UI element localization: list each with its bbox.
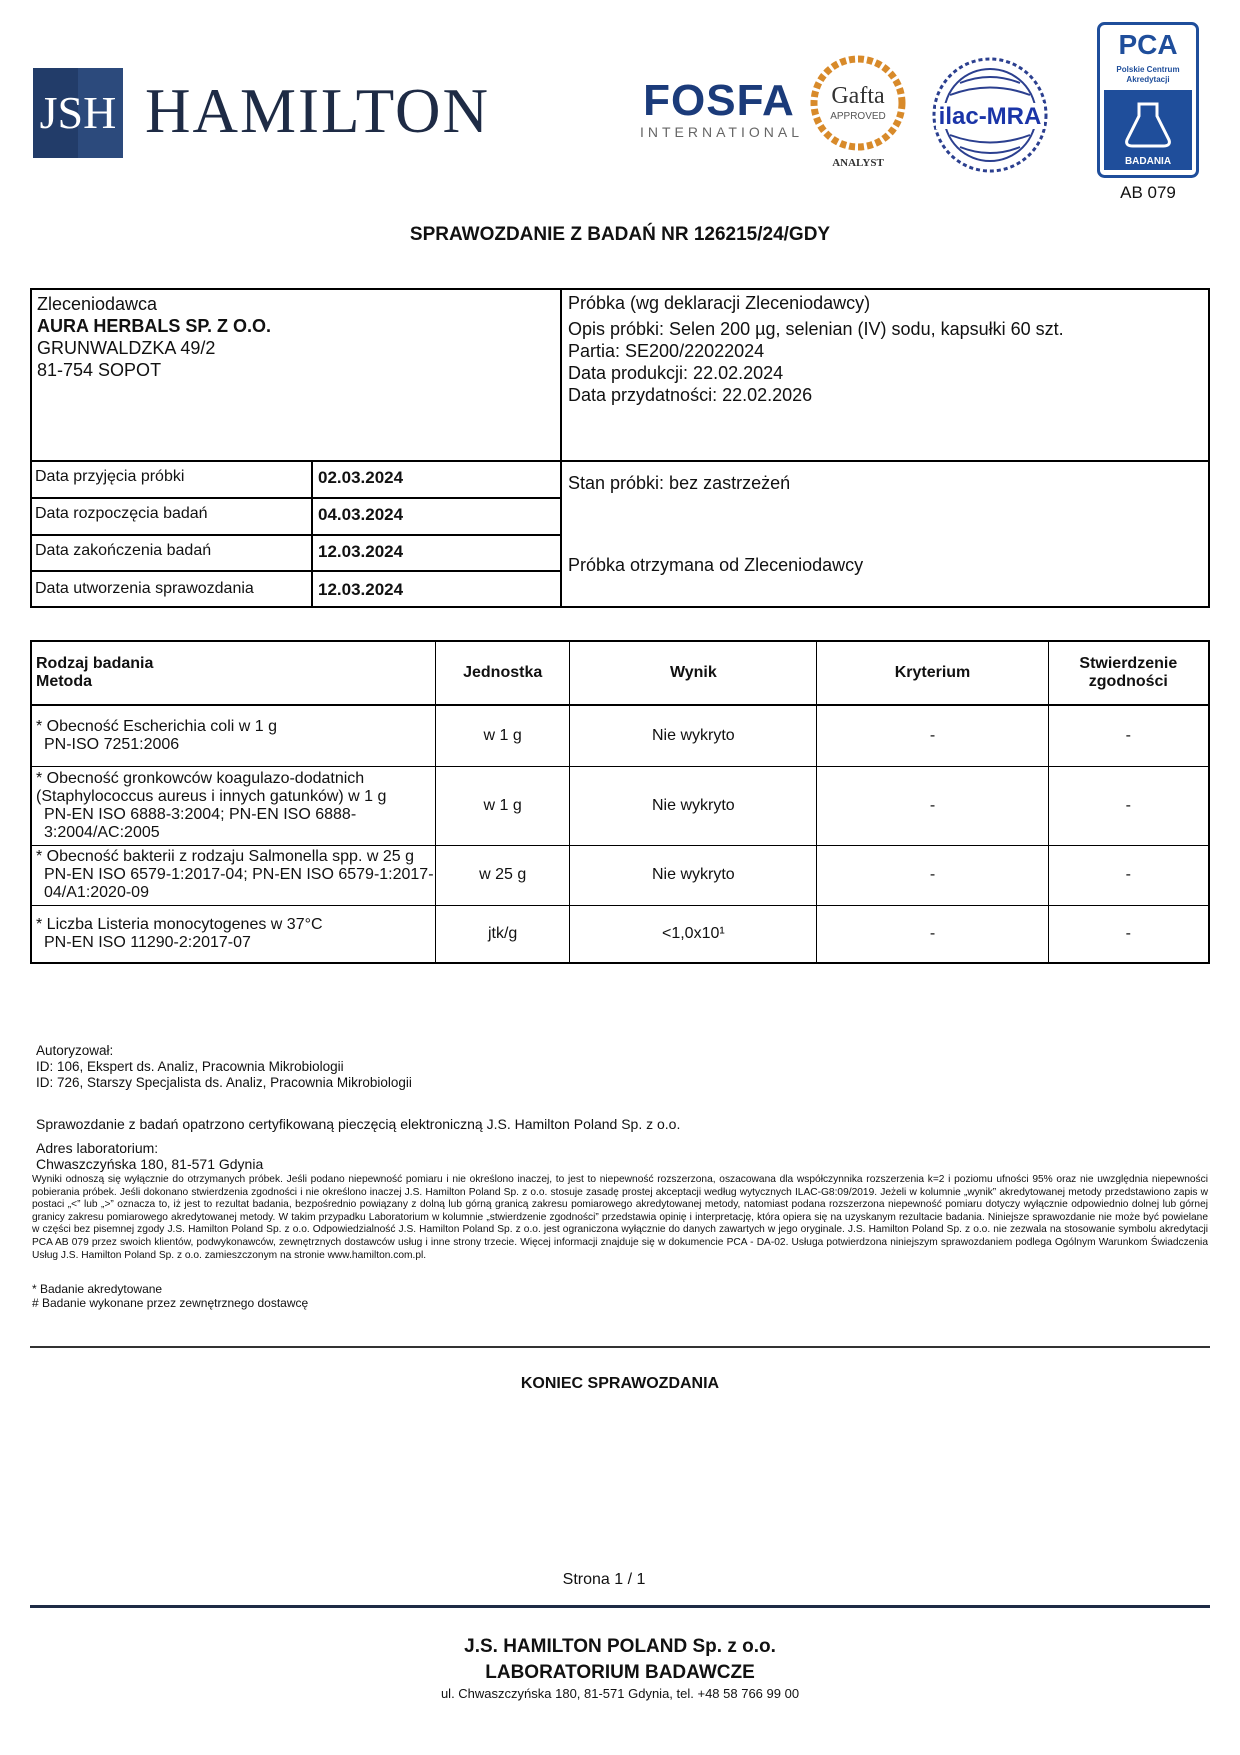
note-external: # Badanie wykonane przez zewnętrznego dostawcę <box>32 1296 309 1310</box>
date-row-separator <box>30 570 560 572</box>
authorized-line: ID: 726, Starszy Specjalista ds. Analiz, Pracownia Mikrobiologii <box>36 1075 412 1090</box>
row-conformity: - <box>1048 705 1209 766</box>
date-row-separator <box>30 497 560 499</box>
row-test-name: * Obecność gronkowców koagulazo-dodatnich (Staphylococcus aureus i innych gatunków) w 1 g <box>36 769 387 805</box>
row-unit: w 1 g <box>435 766 569 845</box>
gafta-wreath-icon <box>808 55 908 170</box>
jsh-logo-text: JSH <box>39 87 117 138</box>
authorized-block <box>36 1043 412 1091</box>
sample-block <box>568 292 1064 406</box>
footer-address: ul. Chwaszczyńska 180, 81-571 Gdynia, tel. +48 58 766 99 00 <box>440 1686 800 1701</box>
footer-company-name: J.S. HAMILTON POLAND Sp. z o.o. <box>464 1636 776 1657</box>
lab-address-block <box>36 1140 263 1172</box>
disclaimer: Wyniki odnoszą się wyłącznie do otrzymanych próbek. Jeśli podano niepewność pomiaru i nie określono inaczej, to jest to niepewność rozszerzona, oszacowana dla współczynnika rozszerzenia k=2 i poziomu ufności 95% oraz nie uwzględnia niepewności pobierania próbek. Jeśli dokonano stwierdzenia zgodności i nie określono inaczej J.S. Hamilton Poland Sp. z o.o. stosuje zasadę prostej akceptacji według wytycznych ILAC-G8:09/2019. Jeżeli w kolumnie „wynik” akredytowanej metody przedstawiono zapis w postaci „<” lub „>” oznacza to, iż jest to rezultat badania, bezpośrednio powiązany z dolną lub górną granicą zakresu pomiarowego akredytowanej metody, natomiast podana rozszerzona niepewność pomiaru dotyczy wyłącznie odpowiednio dolnej lub górnej granicy zakresu pomiarowego akredytowanej metody. W takim przypadku Laboratorium w kolumnie „stwierdzenie zgodności” przedstawia opinię i interpretację, która opiera się na uzyskanym rezultacie badania. Niniejsze sprawozdanie nie może być powielane w części bez pisemnej zgody J.S. Hamilton Poland Sp. z o.o. Odpowiedzialność J.S. Hamilton Poland Sp. z o.o. jest ograniczona wyłącznie do danych zawartych w jego oryginale. J.S. Hamilton Poland Sp. z o.o. nie zezwala na stosowanie symbolu akredytacji PCA AB 079 przez swoich klientów, podwykonawców, zewnętrznych dostawców usług i inne strony trzecie. Więcej informacji znajduje się w dokumencie PCA - DA-02. Usługa potwierdzona niniejszym sprawozdaniem podlega Ogólnym Warunkom Świadczenia Usług J.S. Hamilton Poland Sp. z o.o. zamieszczonym na stronie www.hamilton.com.pl. <box>32 1174 1208 1261</box>
date-value: 04.03.2024 <box>318 505 404 524</box>
header-unit: Jednostka <box>435 641 569 705</box>
authorized-heading: Autoryzował: <box>36 1043 114 1058</box>
header-type-method <box>31 641 435 705</box>
client-heading: Zleceniodawca <box>37 294 158 314</box>
pca-badge-text: BADANIA <box>1124 156 1172 167</box>
header-criterion: Kryterium <box>817 641 1048 705</box>
row-conformity: - <box>1048 845 1209 905</box>
footer-lab-name: LABORATORIUM BADAWCZE <box>485 1662 755 1683</box>
row-criterion: - <box>817 766 1048 845</box>
row-unit: jtk/g <box>435 905 569 963</box>
header-conformity-line1: Stwierdzenie <box>1079 655 1178 672</box>
header-type: Rodzaj badania <box>36 655 154 672</box>
client-name: AURA HERBALS SP. Z O.O. <box>37 316 272 336</box>
ilac-mra-logo <box>930 55 1050 175</box>
gafta-name: Gafta <box>831 83 885 109</box>
footer-company <box>0 1634 1240 1686</box>
date-label: Data zakończenia badań <box>35 542 212 559</box>
pca-badge-icon <box>1097 22 1199 178</box>
date-label: Data rozpoczęcia badań <box>35 505 208 522</box>
info-divider-horizontal <box>30 460 1210 462</box>
ilac-globe-icon <box>930 55 1050 175</box>
client-city: 81-754 SOPOT <box>37 360 162 380</box>
gafta-logo <box>808 55 908 170</box>
row-criterion: - <box>817 845 1048 905</box>
table-row <box>31 845 1209 905</box>
row-result: Nie wykryto <box>570 766 817 845</box>
results-table <box>30 640 1210 964</box>
row-conformity: - <box>1048 905 1209 963</box>
results-header-row <box>31 641 1209 705</box>
row-test-method: PN-EN ISO 6888-3:2004; PN-EN ISO 6888-3:2004/AC:2005 <box>44 805 357 841</box>
table-row <box>31 766 1209 845</box>
row-test <box>31 845 435 905</box>
gafta-caption: ANALYST <box>832 157 884 169</box>
divider <box>30 1346 1210 1348</box>
accreditation-number: AB 079 <box>1120 183 1176 202</box>
date-value: 12.03.2024 <box>318 580 404 599</box>
footer-divider <box>30 1605 1210 1608</box>
sample-received: Próbka otrzymana od Zleceniodawcy <box>568 555 864 575</box>
gafta-sub: APPROVED <box>830 111 886 122</box>
sample-production-date: Data produkcji: 22.02.2024 <box>568 363 784 383</box>
header-conformity <box>1048 641 1209 705</box>
header-conformity-line2: zgodności <box>1088 673 1168 690</box>
pca-name: PCA <box>1118 29 1178 60</box>
page-number: Strona 1 / 1 <box>562 1571 646 1588</box>
sample-state: Stan próbki: bez zastrzeżeń <box>568 473 791 493</box>
client-block <box>37 293 271 381</box>
row-test <box>31 766 435 845</box>
report-title: SPRAWOZDANIE Z BADAŃ NR 126215/24/GDY <box>409 224 831 245</box>
date-value: 12.03.2024 <box>318 542 404 561</box>
ilac-label: ilac-MRA <box>938 103 1042 130</box>
row-test-name: * Obecność bakterii z rodzaju Salmonella spp. w 25 g <box>36 848 414 865</box>
fosfa-logo <box>640 76 803 140</box>
lab-address-heading: Adres laboratorium: <box>36 1140 159 1156</box>
header-result: Wynik <box>570 641 817 705</box>
brand-name: HAMILTON <box>145 76 491 146</box>
info-divider-vertical <box>560 288 562 608</box>
row-test-method: PN-ISO 7251:2006 <box>44 735 180 753</box>
row-test <box>31 905 435 963</box>
authorized-line: ID: 106, Ekspert ds. Analiz, Pracownia Mikrobiologii <box>36 1059 344 1074</box>
row-unit: w 25 g <box>435 845 569 905</box>
sample-batch: Partia: SE200/22022024 <box>568 341 765 361</box>
date-value: 02.03.2024 <box>318 468 404 487</box>
lab-address-value: Chwaszczyńska 180, 81-571 Gdynia <box>36 1156 264 1172</box>
row-unit: w 1 g <box>435 705 569 766</box>
pca-logo <box>1097 22 1199 178</box>
row-result: Nie wykryto <box>570 845 817 905</box>
row-test-method: PN-EN ISO 6579-1:2017-04; PN-EN ISO 6579-1:2017-04/A1:2020-09 <box>44 866 434 901</box>
table-row <box>31 705 1209 766</box>
row-criterion: - <box>817 905 1048 963</box>
row-criterion: - <box>817 705 1048 766</box>
date-row-separator <box>30 534 560 536</box>
table-row <box>31 905 1209 963</box>
fosfa-name: FOSFA <box>643 76 795 125</box>
row-conformity: - <box>1048 766 1209 845</box>
sample-heading: Próbka (wg deklaracji Zleceniodawcy) <box>568 293 871 313</box>
notes-block <box>32 1282 308 1310</box>
jsh-logo <box>33 68 123 158</box>
fosfa-sub: INTERNATIONAL <box>640 124 803 140</box>
end-of-report: KONIEC SPRAWOZDANIA <box>520 1375 720 1392</box>
row-result: Nie wykryto <box>570 705 817 766</box>
row-test-name: * Obecność Escherichia coli w 1 g <box>36 717 277 735</box>
pca-line2: Akredytacji <box>1126 75 1170 84</box>
jsh-monogram-icon <box>33 68 123 158</box>
row-test <box>31 705 435 766</box>
date-label: Data przyjęcia próbki <box>35 468 185 485</box>
sample-description: Opis próbki: Selen 200 µg, selenian (IV) sodu, kapsułki 60 szt. <box>568 319 1064 339</box>
pca-line1: Polskie Centrum <box>1116 65 1180 74</box>
seal-note: Sprawozdanie z badań opatrzono certyfikowaną pieczęcią elektroniczną J.S. Hamilton Poland Sp. z o.o. <box>36 1116 681 1132</box>
date-label: Data utworzenia sprawozdania <box>35 580 254 597</box>
row-test-name: * Liczba Listeria monocytogenes w 37°C <box>36 915 323 933</box>
note-accredited: * Badanie akredytowane <box>32 1282 163 1296</box>
client-street: GRUNWALDZKA 49/2 <box>37 338 216 358</box>
sample-expiry-date: Data przydatności: 22.02.2026 <box>568 385 813 405</box>
row-test-method: PN-EN ISO 11290-2:2017-07 <box>44 933 251 951</box>
header-method: Metoda <box>36 673 92 690</box>
row-result: <1,0x10¹ <box>570 905 817 963</box>
